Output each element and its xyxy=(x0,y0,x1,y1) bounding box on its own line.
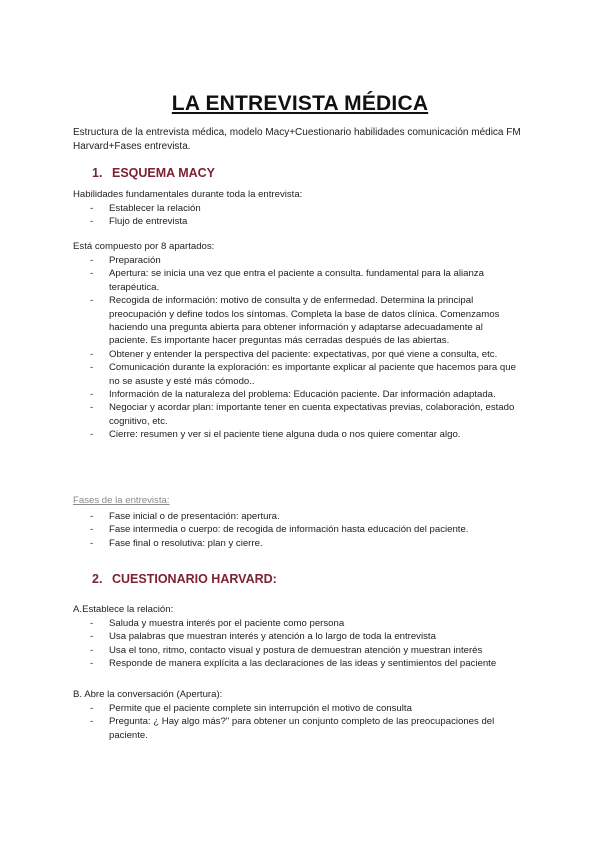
parts-list xyxy=(73,254,523,442)
section-2-heading xyxy=(92,572,277,586)
skills-block xyxy=(73,188,523,229)
list-item: - Obtener y entender la perspectiva del paciente: expectativas, por qué viene a consulta, etc. xyxy=(73,348,523,361)
list-item: - Usa el tono, ritmo, contacto visual y postura de demuestran atención y muestran interés xyxy=(73,644,523,657)
harvard-b-lead: B. Abre la conversación (Apertura): xyxy=(73,689,223,700)
skills-lead: Habilidades fundamentales durante toda la entrevista: xyxy=(73,189,303,200)
list-item: - Fase inicial o de presentación: apertura. xyxy=(73,510,523,523)
list-item: - Flujo de entrevista xyxy=(73,215,523,228)
list-item: - Apertura: se inicia una vez que entra el paciente a consulta. fundamental para la alianza terapéutica. xyxy=(73,267,523,294)
intro-paragraph: Estructura de la entrevista médica, modelo Macy+Cuestionario habilidades comunicación médica FM Harvard+Fases entrevista. xyxy=(73,127,521,152)
list-item: - Comunicación durante la exploración: es importante explicar al paciente que hacemos para que no se asuste y esté más cómodo.. xyxy=(73,361,523,388)
list-item: - Información de la naturaleza del problema: Educación paciente. Dar información adaptada. xyxy=(73,388,523,401)
harvard-a-list xyxy=(73,617,523,671)
harvard-a-block xyxy=(73,603,523,671)
phases-list xyxy=(73,510,523,550)
section-2-title: CUESTIONARIO HARVARD: xyxy=(112,572,277,586)
list-item: - Pregunta: ¿ Hay algo más?" para obtener un conjunto completo de las preocupaciones del paciente. xyxy=(73,715,523,742)
list-item: - Responde de manera explícita a las declaraciones de las ideas y sentimientos del paciente xyxy=(73,657,523,670)
section-1-number: 1. xyxy=(92,166,103,180)
list-item: - Permite que el paciente complete sin interrupción el motivo de consulta xyxy=(73,702,523,715)
harvard-b-list xyxy=(73,702,523,742)
list-item: - Saluda y muestra interés por el paciente como persona xyxy=(73,617,523,630)
list-item: - Cierre: resumen y ver si el paciente tiene alguna duda o nos quiere comentar algo. xyxy=(73,428,523,441)
phases-lead: Fases de la entrevista: xyxy=(73,495,170,506)
section-2-number: 2. xyxy=(92,572,103,586)
section-1-heading xyxy=(92,166,215,180)
section-1-title: ESQUEMA MACY xyxy=(112,166,216,180)
list-item: - Establecer la relación xyxy=(73,202,523,215)
harvard-b-block xyxy=(73,688,523,742)
page-title: LA ENTREVISTA MÉDICA xyxy=(171,92,429,115)
harvard-a-lead: A.Establece la relación: xyxy=(73,604,174,615)
list-item: - Recogida de información: motivo de consulta y de enfermedad. Determina la principal preocupación y define todos los síntomas. Completa la base de datos clínica. Comenzamos haciendo una pregunta abierta para obtener información y adaptarse adecuadamente al paciente. Es importante hacer preguntas más cerradas después de las abiertas. xyxy=(73,294,523,348)
skills-list xyxy=(73,202,523,229)
list-item: - Fase intermedia o cuerpo: de recogida de información hasta educación del paciente. xyxy=(73,523,523,536)
parts-block xyxy=(73,240,523,442)
list-item: - Usa palabras que muestran interés y atención a lo largo de toda la entrevista xyxy=(73,630,523,643)
list-item: - Fase final o resolutiva: plan y cierre. xyxy=(73,537,523,550)
list-item: - Preparación xyxy=(73,254,523,267)
parts-lead: Está compuesto por 8 apartados: xyxy=(73,241,215,252)
list-item: - Negociar y acordar plan: importante tener en cuenta expectativas previas, colaboración, estado cognitivo, etc. xyxy=(73,401,523,428)
phases-block xyxy=(73,494,523,550)
